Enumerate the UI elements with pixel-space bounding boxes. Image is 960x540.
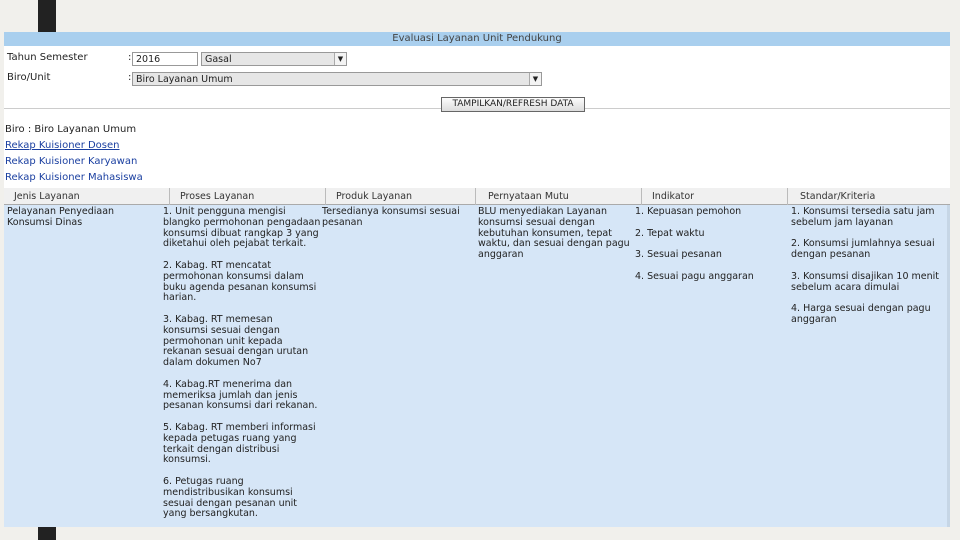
biro-select[interactable] (132, 72, 542, 86)
cell-produk-text: Tersedianya konsumsi sesuai pesanan (322, 206, 460, 228)
semester-select-value: Gasal (205, 54, 232, 65)
tahun-semester-label: Tahun Semester (7, 52, 88, 63)
proses-step: 6. Petugas ruang mendistribusikan konsumsi sesuai dengan pesanan unit yang bersangkutan. (163, 475, 297, 520)
rekap-karyawan-link[interactable]: Rekap Kuisioner Karyawan (5, 156, 138, 167)
cell-produk (322, 207, 478, 239)
page-title: Evaluasi Layanan Unit Pendukung (4, 32, 950, 46)
biro-select-value: Biro Layanan Umum (136, 74, 233, 85)
column-header-produk[interactable]: Produk Layanan (326, 188, 476, 205)
standar-item: 4. Harga sesuai dengan pagu anggaran (791, 303, 931, 325)
proses-step: 1. Unit pengguna mengisi blangko permohonan pengadaan konsumsi dibuat rangkap 3 yang diketahui oleh pejabat terkait. (163, 206, 321, 250)
standar-item: 2. Konsumsi jumlahnya sesuai dengan pesanan (791, 238, 935, 261)
vertical-scrollbar[interactable] (947, 205, 950, 527)
proses-step: 4. Kabag.RT menerima dan memeriksa jumlah dan jenis pesanan konsumsi dari rekanan. (163, 378, 318, 412)
cell-standar (791, 207, 947, 337)
decor-bar-top (38, 0, 56, 32)
indikator-item: 1. Kepuasan pemohon (635, 206, 742, 217)
proses-step: 5. Kabag. RT memberi informasi kepada petugas ruang yang terkait dengan distribusi konsumsi. (163, 421, 316, 466)
rekap-dosen-link[interactable]: Rekap Kuisioner Dosen (5, 140, 120, 151)
column-header-jenis[interactable]: Jenis Layanan (4, 188, 170, 205)
colon: : (128, 52, 132, 63)
column-header-proses[interactable]: Proses Layanan (170, 188, 326, 205)
indikator-item: 2. Tepat waktu (635, 227, 705, 239)
cell-jenis-text: Pelayanan Penyediaan Konsumsi Dinas (7, 206, 115, 228)
cell-proses (163, 207, 328, 527)
year-input[interactable]: 2016 (132, 52, 198, 66)
rekap-mahasiswa-link[interactable]: Rekap Kuisioner Mahasiswa (5, 172, 143, 183)
evaluation-panel (4, 32, 950, 527)
chevron-down-icon[interactable]: ▼ (529, 73, 541, 85)
cell-indikator (635, 207, 785, 293)
standar-item: 3. Konsumsi disajikan 10 menit sebelum acara dimulai (791, 270, 940, 293)
decor-bar-bottom (38, 527, 56, 540)
semester-select[interactable] (201, 52, 347, 66)
indikator-item: 3. Sesuai pesanan (635, 249, 722, 261)
chevron-down-icon[interactable]: ▼ (334, 53, 346, 65)
proses-step: 3. Kabag. RT memesan konsumsi sesuai dengan permohonan unit kepada rekanan sesuai dengan urutan dalam dokumen No7 (163, 313, 309, 369)
column-header-standar[interactable]: Standar/Kriteria (800, 191, 876, 202)
cell-jenis (7, 207, 157, 239)
cell-pernyataan-text: BLU menyediakan Layanan konsumsi sesuai dengan kebutuhan konsumen, tepat waktu, dan sesuai dengan pagu anggaran (478, 206, 630, 261)
indikator-item: 4. Sesuai pagu anggaran (635, 270, 754, 282)
column-header-pernyataan[interactable]: Pernyataan Mutu (476, 188, 642, 205)
biro-unit-label: Biro/Unit (7, 72, 51, 83)
table-header (4, 188, 950, 205)
standar-item: 1. Konsumsi tersedia satu jam sebelum jam layanan (791, 206, 935, 228)
proses-step: 2. Kabag. RT mencatat permohonan konsumsi dalam buku agenda pesanan konsumsi harian. (163, 259, 317, 304)
colon: : (128, 72, 132, 83)
cell-pernyataan (478, 207, 638, 272)
column-header-indikator[interactable]: Indikator (642, 188, 788, 205)
service-table (4, 188, 950, 527)
refresh-data-button[interactable]: TAMPILKAN/REFRESH DATA (441, 97, 585, 112)
biro-info-text: Biro : Biro Layanan Umum (5, 124, 137, 135)
